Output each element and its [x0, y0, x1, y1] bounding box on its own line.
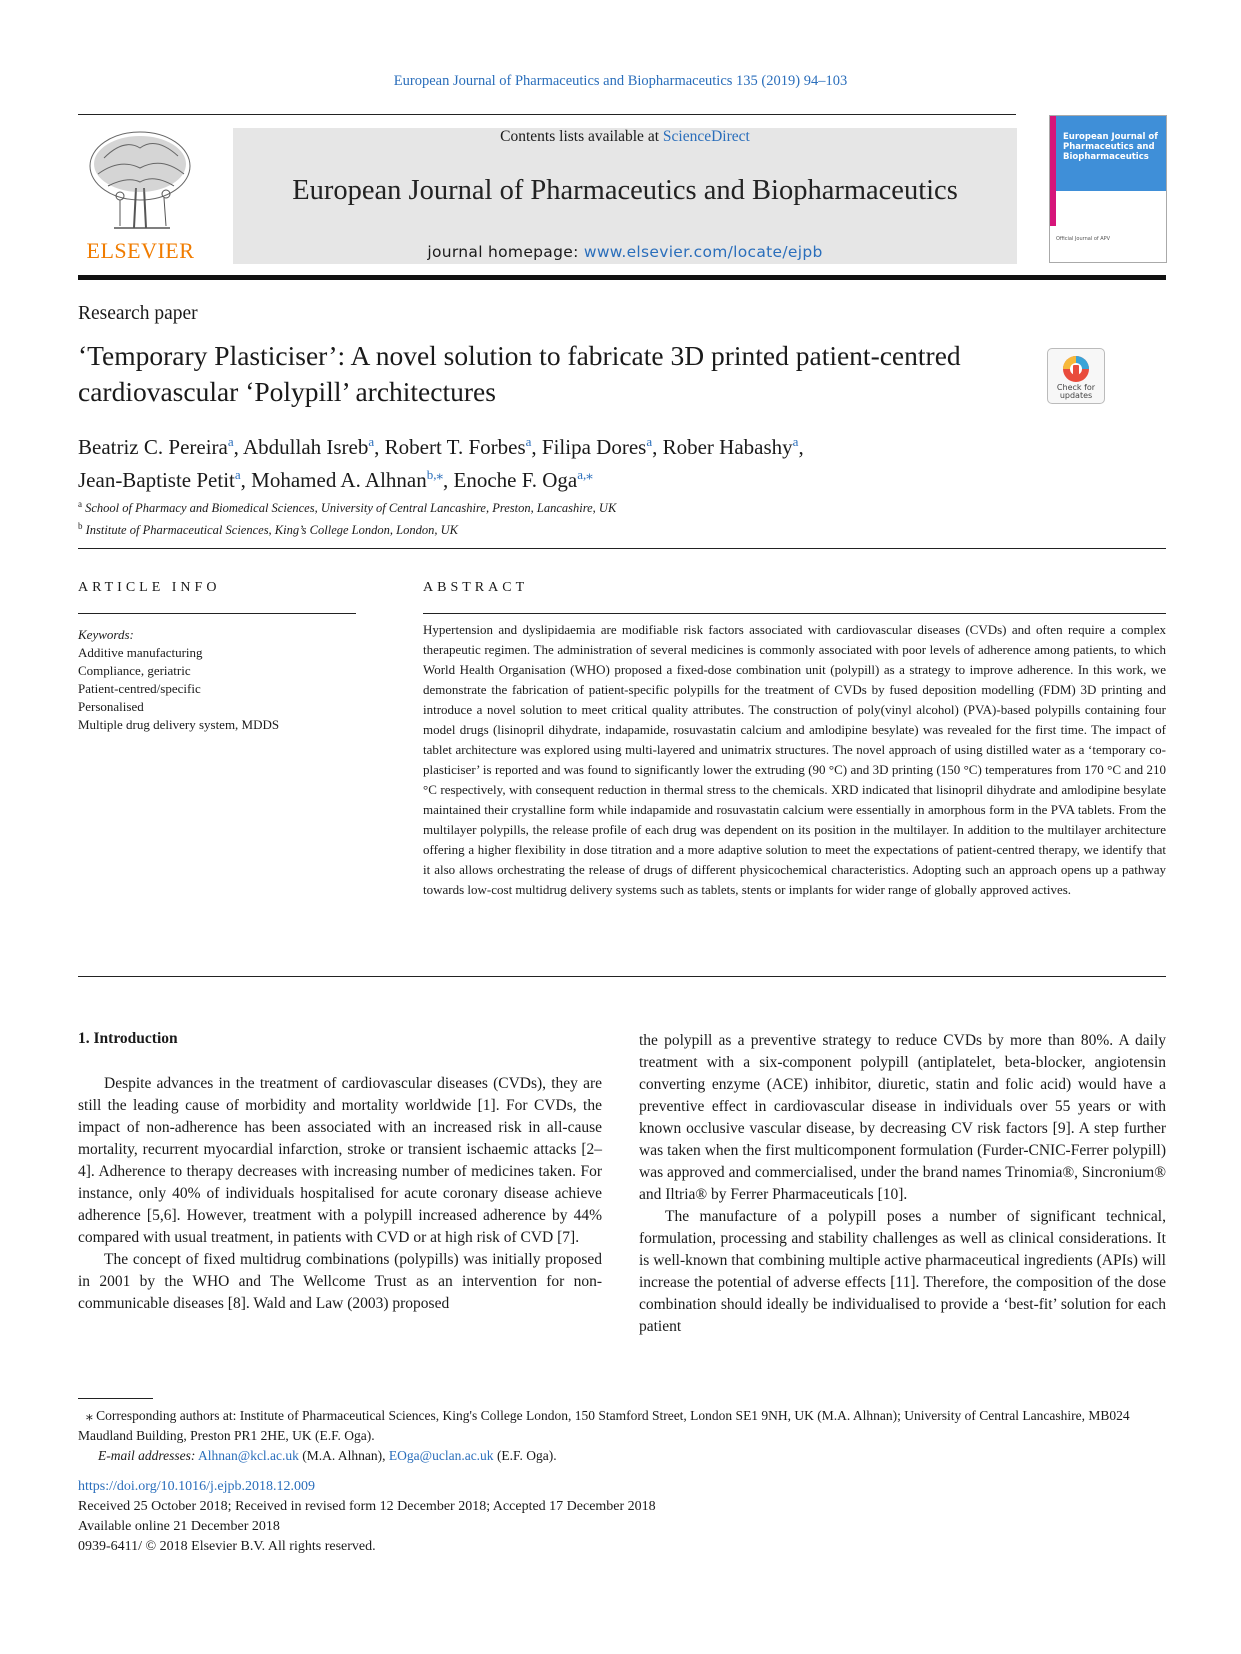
keywords-block: [78, 626, 358, 734]
contents-prefix: Contents lists available at: [500, 128, 660, 145]
footnote-rule: [78, 1398, 153, 1399]
elsevier-wordmark: ELSEVIER: [86, 238, 195, 263]
available-online: Available online 21 December 2018: [78, 1519, 280, 1534]
abstract-bottom-rule: [78, 976, 1166, 977]
article-meta: [78, 1477, 656, 1557]
keyword: Personalised: [78, 699, 144, 714]
check-updates-label: Check for updates: [1056, 383, 1096, 400]
paragraph: The manufacture of a polypill poses a number of significant technical, formulation, processing and stability challenges as well as clinical considerations. It is well-known that combining multiple active pharmaceutical ingredients (APIs) will increase the potential of adverse effects [11]. Therefore, the composition of the dose combination should ideally be individualised to provide a ‘best-fit’ solution for each patient: [639, 1208, 1166, 1335]
paragraph: Despite advances in the treatment of cardiovascular diseases (CVDs), they are still the leading cause of morbidity and mortality worldwide [1]. For CVDs, the impact of non-adherence has been associated with an increased risk in all-cause mortality, recurrent myocardial infarction, stroke or transient ischaemic attacks [2–4]. Adherence to therapy decreases with increasing number of medicines taken. For instance, only 40% of individuals hospitalised for acute coronary disease achieve adherence [5,6]. However, treatment with a polypill increased adherence by 44% compared with usual treatment, in patients with CVD or at high risk of CVD [7].: [78, 1075, 602, 1246]
author[interactable]: Filipa Dores$^a$: [541, 434, 653, 459]
abstract-text: Hypertension and dyslipidaemia are modifiable risk factors associated with cardiovascular diseases (CVDs) and often require a complex therapeutic regimen. The administration of several medicines is commonly associated with poor levels of adherence among patients, to which World Health Organisation (WHO) proposed a fixed-dose combination unit (polypill) as a strategy to improve adherence. In this work, we demonstrate the fabrication of patient-specific polypills for the treatment of CVDs by fused deposition modelling (FDM) 3D printing and introduce a novel solution to meet critical quality attributes. The construction of poly(vinyl alcohol) (PVA)-based polypills containing four model drugs (lisinopril dihydrate, indapamide, rosuvastatin calcium and amlodipine besylate) was revealed for the first time. The impact of tablet architecture was explored using multi-layered and unimatrix structures. The novel approach of using distilled water as a ‘temporary co-plasticiser’ is reported and was found to significantly lower the extruding (90 °C) and 3D printing (150 °C) temperatures from 170 °C and 210 °C respectively, with consequent reduction in thermal stress to the chemicals. XRD indicated that lisinopril dihydrate and amlodipine besylate maintained their crystalline form while indapamide and rosuvastatin calcium were essentially in amorphous form in the PVA tablets. From the multilayer polypills, the release profile of each drug was dependent on its position in the multilayer. In addition to the multilayer architecture offering a higher flexibility in dose titration and a more adaptive solution to meet the expectations of patient-centred therapy, we identify that it also allows orchestrating the release of drugs of different physicochemical characteristics. Adopting such an approach opens up a pathway towards low-cost multidrug delivery systems such as tablets, stents or implants for wider range of globally approved actives.: [423, 622, 1166, 897]
article-info-rule: [78, 613, 356, 614]
author[interactable]: Robert T. Forbes$^a$: [384, 434, 532, 459]
keywords-label: Keywords:: [78, 627, 134, 642]
author[interactable]: Abdullah Isreb$^a$: [242, 434, 375, 459]
body-column-right: [639, 1030, 1166, 1338]
author[interactable]: Rober Habashy$^a$: [662, 434, 799, 459]
email-label: E-mail addresses:: [98, 1448, 196, 1463]
journal-title: European Journal of Pharmaceutics and Biopharmaceutics: [292, 175, 958, 206]
homepage-link[interactable]: www.elsevier.com/locate/ejpb: [583, 243, 823, 261]
body-column-left: [78, 1073, 602, 1315]
author[interactable]: Jean-Baptiste Petit$^a$: [78, 467, 241, 492]
homepage-prefix: journal homepage:: [427, 243, 579, 261]
keyword: Additive manufacturing: [78, 645, 203, 660]
email-owner: (E.F. Oga).: [496, 1448, 557, 1463]
elsevier-logo: [78, 128, 203, 264]
keyword: Compliance, geriatric: [78, 663, 191, 678]
abstract-heading: ABSTRACT: [423, 580, 529, 595]
header-top-rule: [78, 114, 1016, 115]
affiliation: $^a$ School of Pharmacy and Biomedical Sciences, University of Central Lancashire, Preston, Lancashire, UK: [78, 499, 617, 516]
keyword: Multiple drug delivery system, MDDS: [78, 717, 280, 732]
homepage-line: [233, 243, 1017, 261]
journal-header-box: [233, 128, 1017, 264]
copyright: 0939-6411/ © 2018 Elsevier B.V. All rights reserved.: [78, 1539, 376, 1554]
email-line: [78, 1446, 1166, 1466]
author-list: Beatriz C. Pereira$^a$, Abdullah Isreb$^a$, Robert T. Forbes$^a$, Filipa Dores$^a$, Rober Habashy$^a$, Jean-Baptiste Petit$^a$, Mohamed A. Alhnan$^{b,⁎}$, Enoche F. Oga$^{a,⁎}$: [78, 434, 804, 492]
corresponding-author-note: ⁎ Corresponding authors at: Institute of Pharmaceutical Sciences, King's College London, 150 Stamford Street, London SE1 9NH, UK (M.A. Alhnan); University of Central Lancashire, MB024 Maudland Building, Preston PR1 2HE, UK (E.F. Oga).: [78, 1408, 1130, 1443]
cover-footer: Official Journal of APV: [1056, 236, 1111, 242]
abstract-rule: [423, 613, 1166, 614]
header-bottom-rule: [78, 275, 1166, 280]
article-title: ‘Temporary Plasticiser’: A novel solution to fabricate 3D printed patient-centred cardiovascular ‘Polypill’ architectures: [78, 340, 961, 407]
journal-cover-thumbnail[interactable]: [1049, 115, 1167, 263]
journal-citation[interactable]: European Journal of Pharmaceutics and Biopharmaceutics 135 (2019) 94–103: [393, 73, 848, 89]
paragraph: The concept of fixed multidrug combinations (polypills) was initially proposed in 2001 by the WHO and The Wellcome Trust as an intervention for non-communicable diseases [8]. Wald and Law (2003) proposed: [78, 1251, 602, 1312]
author[interactable]: Enoche F. Oga$^{a,⁎}$: [453, 467, 593, 492]
cover-title: European Journal of Pharmaceutics and Biopharmaceutics: [1063, 132, 1158, 162]
affiliations: [78, 495, 616, 539]
paragraph: the polypill as a preventive strategy to reduce CVDs by more than 80%. A daily treatment with a six-component polypill (antiplatelet, beta-blocker, angiotensin converting enzyme (ACE) inhibitor, diuretic, statin and folic acid) would have a preventive effect in cardiovascular disease in individuals over 55 years or with known occlusive vascular disease, by decreasing CV risk factors [9]. A step further was taken when the first multicomponent formulation (Furder-CNIC-Ferrer polypill) was approved and commercialised, under the brand names Trinomia®, Sincronium® and Iltria® by Ferrer Pharmaceuticals [10].: [639, 1032, 1166, 1203]
received-dates: Received 25 October 2018; Received in revised form 12 December 2018; Accepted 17 December 2018: [78, 1499, 656, 1514]
article-type: Research paper: [78, 303, 198, 324]
email-owner: (M.A. Alhnan),: [302, 1448, 386, 1463]
author[interactable]: Mohamed A. Alhnan$^{b,⁎}$: [251, 467, 443, 492]
author[interactable]: Beatriz C. Pereira$^a$: [78, 434, 234, 459]
check-for-updates-button[interactable]: [1047, 348, 1105, 404]
contents-line: [233, 128, 1017, 146]
email-link-oga[interactable]: EOga@uclan.ac.uk: [388, 1448, 494, 1463]
email-link-alhnan[interactable]: Alhnan@kcl.ac.uk: [198, 1448, 299, 1463]
sciencedirect-link[interactable]: ScienceDirect: [662, 128, 750, 145]
affiliation: $^b$ Institute of Pharmaceutical Sciences, King’s College London, London, UK: [78, 521, 458, 538]
elsevier-tree-icon: [84, 128, 196, 236]
keyword: Patient-centred/specific: [78, 681, 201, 696]
affiliations-rule: [78, 548, 1166, 549]
doi-link[interactable]: https://doi.org/10.1016/j.ejpb.2018.12.009: [78, 1479, 315, 1494]
footnotes: [78, 1406, 1166, 1466]
cover-stripe: [1050, 116, 1056, 226]
section-heading-introduction: 1. Introduction: [78, 1030, 178, 1047]
article-info-heading: ARTICLE INFO: [78, 580, 221, 595]
